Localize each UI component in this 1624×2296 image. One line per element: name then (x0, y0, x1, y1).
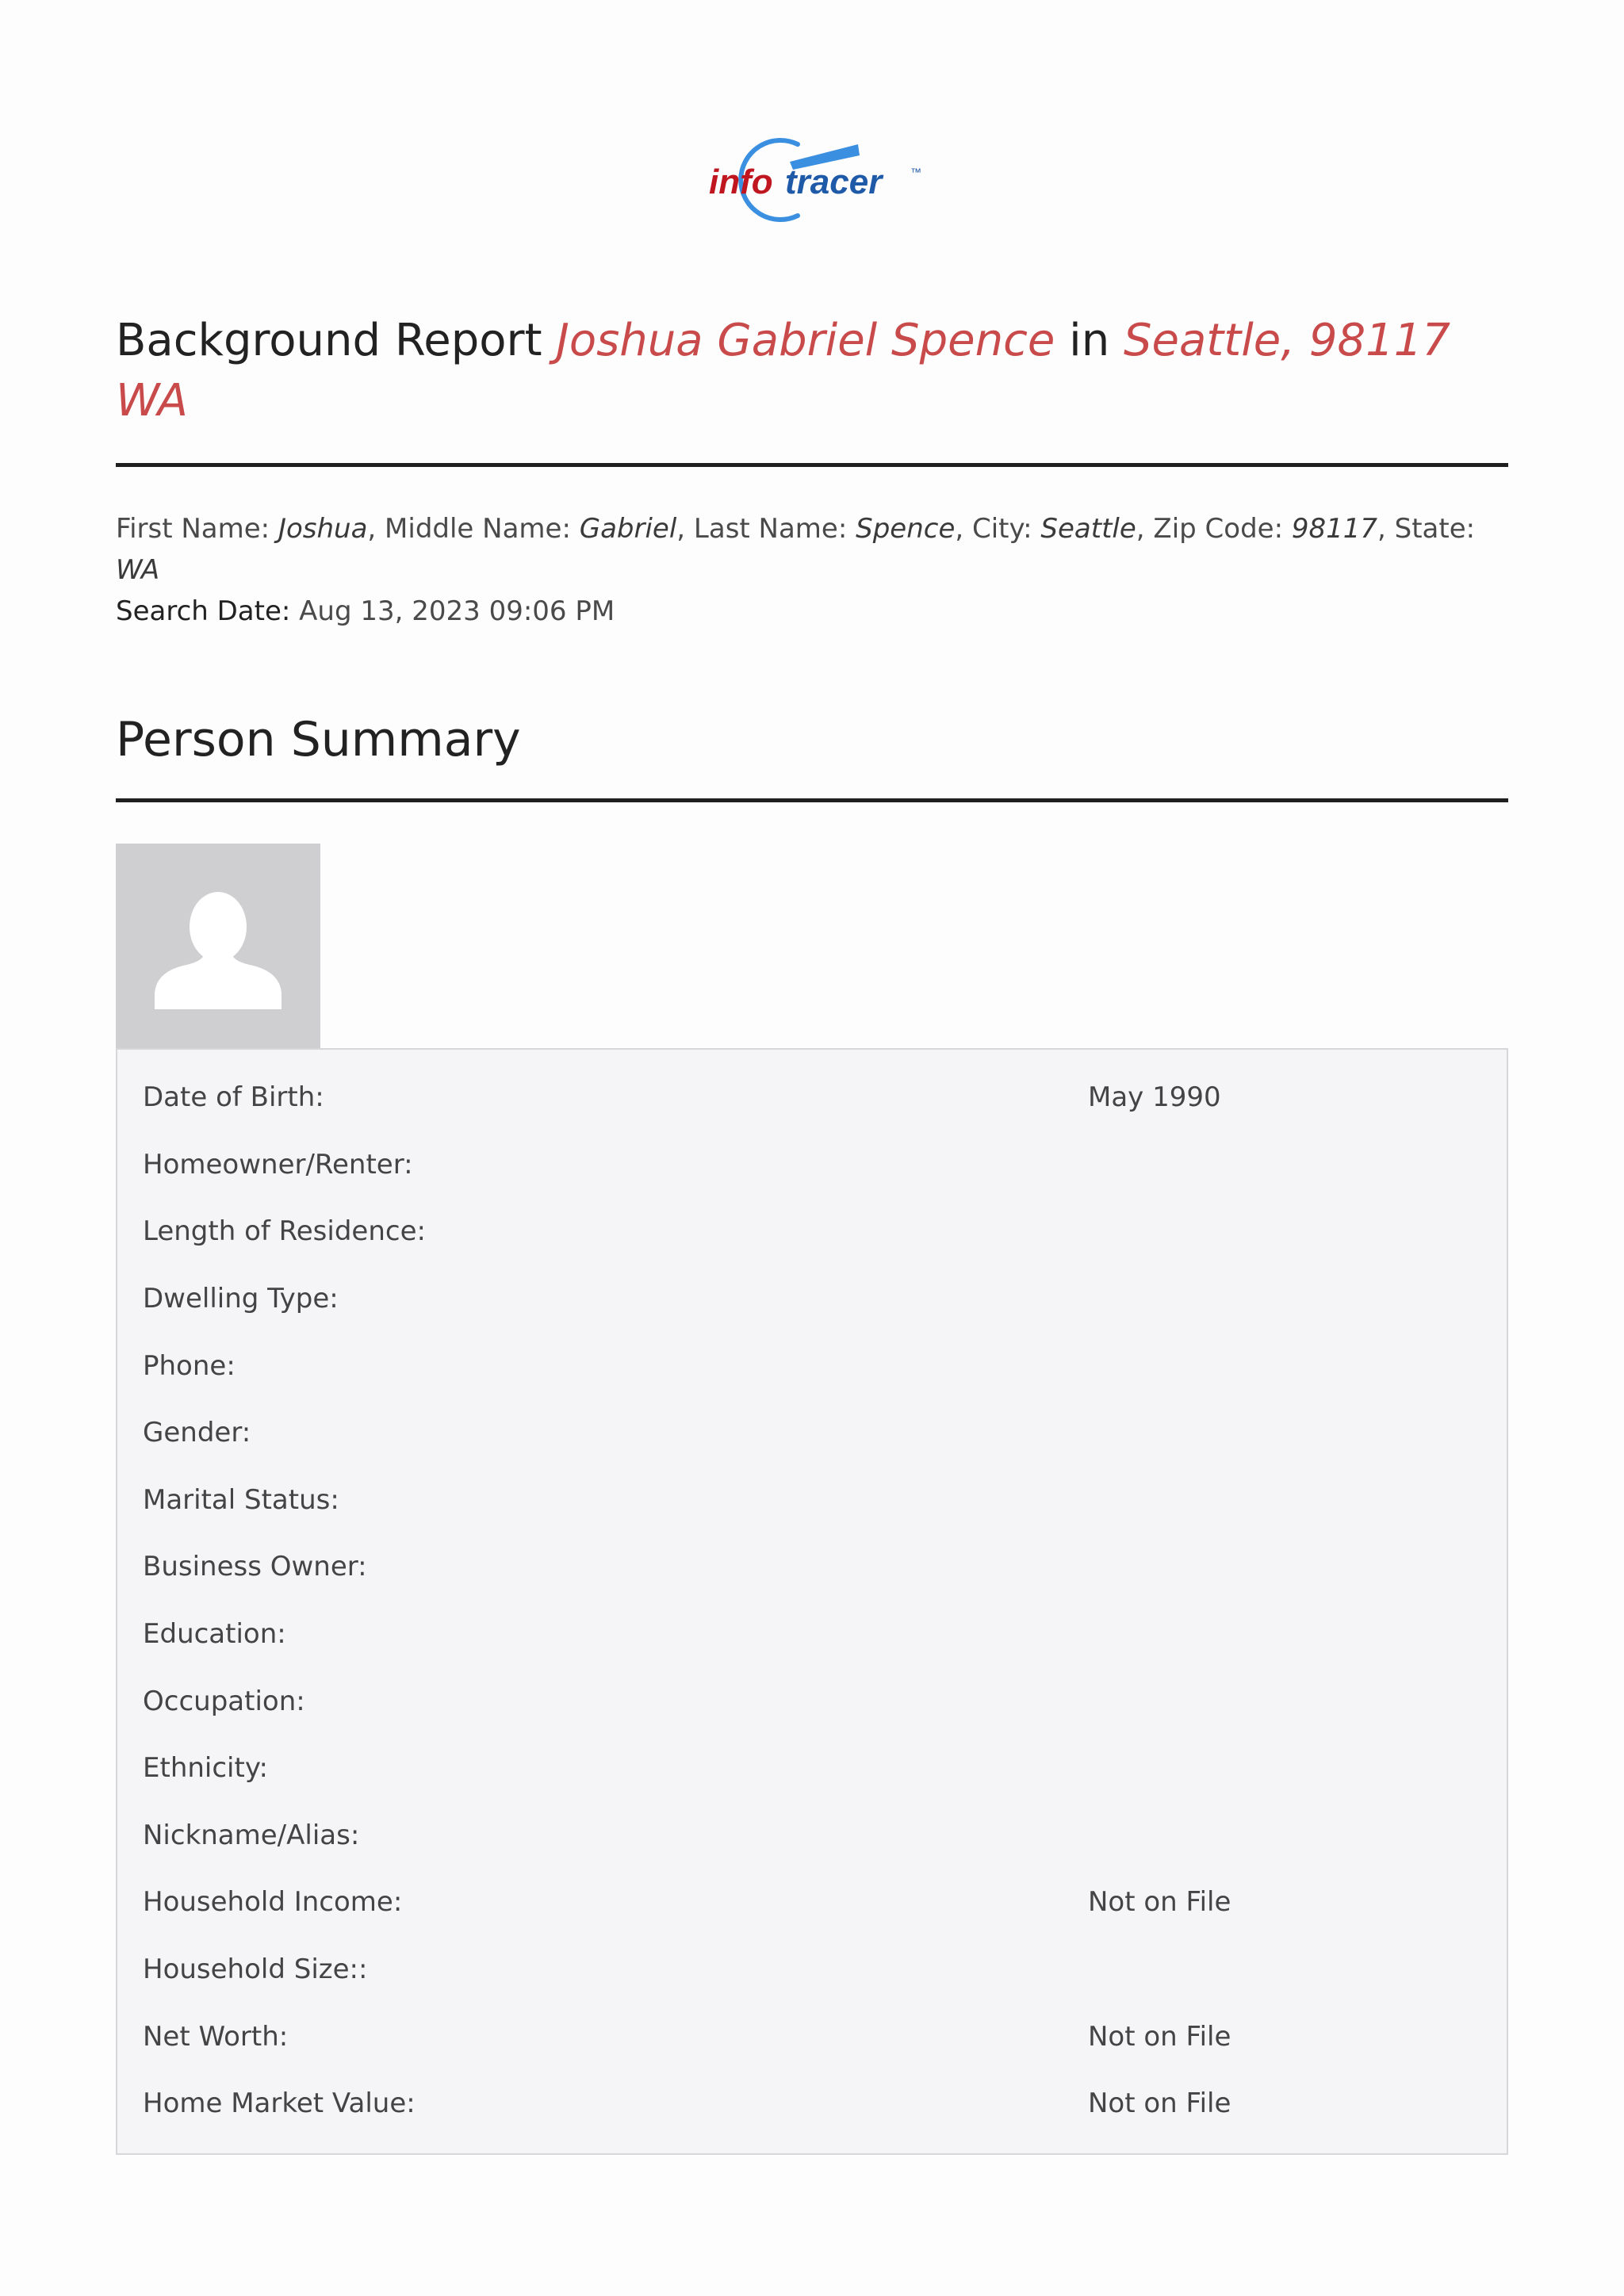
subject-location: Seattle, 98117 (1123, 315, 1450, 366)
summary-row-length-of-residence (117, 1198, 1507, 1265)
infotracer-logo-graphic (704, 130, 934, 224)
logo-info-text: info (709, 163, 773, 201)
summary-value: Not on File (1088, 2087, 1231, 2120)
summary-row-marital-status (117, 1467, 1507, 1534)
last-name-value: Spence (856, 513, 956, 545)
summary-row-education (117, 1601, 1507, 1668)
summary-label: Business Owner: (143, 1551, 367, 1583)
report-title (116, 311, 1508, 431)
first-name-value: Joshua (278, 513, 368, 545)
state-label: , State: (1377, 513, 1476, 545)
summary-row-ethnicity (117, 1735, 1507, 1802)
search-date-label: Search Date: (116, 595, 300, 627)
summary-value: Not on File (1088, 1886, 1231, 1919)
search-date-value: Aug 13, 2023 09:06 PM (299, 595, 615, 627)
summary-row-household-size (117, 1936, 1507, 2003)
title-in-word: in (1055, 315, 1124, 366)
subject-state: WA (116, 375, 188, 427)
search-criteria (116, 508, 1508, 632)
summary-row-phone (117, 1332, 1507, 1399)
last-name-label: , Last Name: (676, 513, 856, 545)
summary-row-homeowner-renter (117, 1131, 1507, 1199)
search-criteria-line (116, 508, 1508, 591)
summary-label: Net Worth: (143, 2020, 289, 2053)
middle-name-value: Gabriel (579, 513, 677, 545)
middle-name-label: , Middle Name: (367, 513, 580, 545)
summary-label: Gender: (143, 1417, 251, 1449)
summary-label: Homeowner/Renter: (143, 1148, 413, 1181)
summary-label: Marital Status: (143, 1483, 339, 1516)
title-divider (116, 463, 1508, 467)
logo-tracer-text: tracer (785, 163, 883, 201)
title-prefix: Background Report (116, 315, 557, 366)
summary-row-nickname-alias (117, 1802, 1507, 1869)
summary-row-gender (117, 1399, 1507, 1467)
summary-row-dwelling-type (117, 1265, 1507, 1333)
search-date-line (116, 591, 1508, 632)
summary-row-home-market-value (117, 2070, 1507, 2137)
summary-label: Date of Birth: (143, 1081, 324, 1114)
person-summary-table (116, 1048, 1508, 2155)
summary-label: Phone: (143, 1349, 236, 1382)
summary-label: Nickname/Alias: (143, 1819, 360, 1851)
zip-label: , Zip Code: (1136, 513, 1292, 545)
summary-row-business-owner (117, 1533, 1507, 1601)
report-content (116, 311, 1508, 2155)
summary-label: Occupation: (143, 1685, 305, 1717)
city-value: Seattle (1040, 513, 1136, 545)
person-summary-title: Person Summary (116, 712, 521, 767)
state-value: WA (116, 554, 160, 586)
summary-value: May 1990 (1088, 1081, 1221, 1114)
first-name-label: First Name: (116, 513, 278, 545)
summary-row-date-of-birth (117, 1064, 1507, 1131)
summary-divider (116, 798, 1508, 802)
summary-label: Household Size:: (143, 1954, 368, 1986)
avatar (116, 844, 320, 1048)
city-label: , City: (955, 513, 1041, 545)
infotracer-logo[interactable] (704, 130, 934, 224)
summary-row-net-worth (117, 2003, 1507, 2070)
summary-label: Ethnicity: (143, 1752, 268, 1785)
summary-label: Household Income: (143, 1886, 403, 1919)
summary-label: Dwelling Type: (143, 1283, 339, 1315)
summary-row-occupation (117, 1667, 1507, 1735)
summary-label: Length of Residence: (143, 1215, 426, 1248)
subject-name: Joshua Gabriel Spence (556, 315, 1055, 366)
summary-row-household-income (117, 1869, 1507, 1936)
summary-label: Education: (143, 1618, 286, 1651)
person-silhouette-icon (155, 882, 282, 1009)
summary-value: Not on File (1088, 2020, 1231, 2053)
zip-value: 98117 (1291, 513, 1378, 545)
logo-trademark: ™ (910, 166, 921, 178)
summary-label: Home Market Value: (143, 2087, 416, 2120)
